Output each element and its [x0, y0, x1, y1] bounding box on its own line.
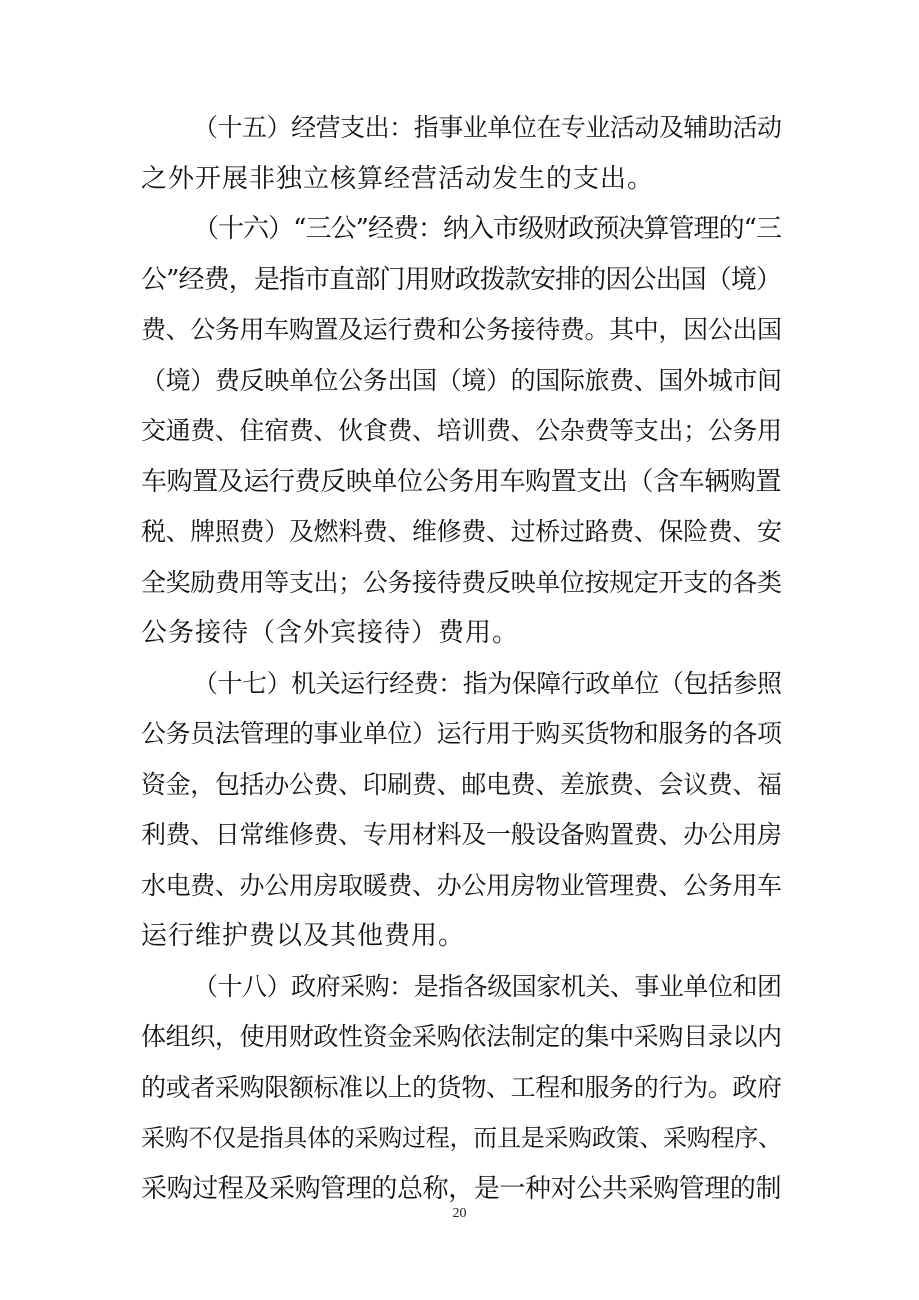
section-16-line-4: （境）费反映单位公务出国（境）的国际旅费、国外城市间 [141, 366, 781, 395]
section-17-line-3: 资金，包括办公费、印刷费、邮电费、差旅费、会议费、福 [141, 770, 781, 799]
section-16-line-3: 费、公务用车购置及运行费和公务接待费。其中，因公出国 [141, 315, 781, 344]
page-number: 20 [452, 1206, 467, 1221]
section-18-line-3: 的或者采购限额标准以上的货物、工程和服务的行为。政府 [141, 1073, 781, 1102]
section-16-line-7: 税、牌照费）及燃料费、维修费、过桥过路费、保险费、安 [141, 517, 781, 546]
section-18-line-5: 采购过程及采购管理的总称，是一种对公共采购管理的制 [141, 1174, 781, 1204]
section-17-line-6: 运行维护费以及其他费用。 [141, 921, 466, 951]
section-18-line-2: 体组织，使用财政性资金采购依法制定的集中采购目录以内 [141, 1022, 781, 1051]
section-17-line-2: 公务员法管理的事业单位）运行用于购买货物和服务的各项 [141, 719, 781, 748]
section-16-line-8: 全奖励费用等支出；公务接待费反映单位按规定开支的各类 [141, 568, 781, 597]
section-16-line-5: 交通费、住宿费、伙食费、培训费、公杂费等支出；公务用 [141, 416, 781, 445]
section-17-line-5: 水电费、办公用房取暖费、办公用房物业管理费、公务用车 [141, 871, 781, 900]
section-16-line-2: 公”经费，是指市直部门用财政拨款安排的因公出国（境） [141, 265, 781, 295]
section-15-line-2: 之外开展非独立核算经营活动发生的支出。 [141, 164, 655, 194]
section-16-line-6: 车购置及运行费反映单位公务用车购置支出（含车辆购置 [141, 467, 781, 497]
section-18-line-1: （十八）政府采购：是指各级国家机关、事业单位和团 [193, 972, 781, 1001]
section-16-line-1: （十六）“三公”经费：纳入市级财政预决算管理的“三 [193, 214, 781, 244]
section-17-line-4: 利费、日常维修费、专用材料及一般设备购置费、办公用房 [141, 820, 781, 849]
section-18-line-4: 采购不仅是指具体的采购过程，而且是采购政策、采购程序、 [141, 1124, 781, 1152]
section-15-line-1: （十五）经营支出：指事业单位在专业活动及辅助活动 [193, 113, 781, 142]
section-16-line-9: 公务接待（含外宾接待）费用。 [141, 618, 520, 648]
section-17-line-1: （十七）机关运行经费：指为保障行政单位（包括参照 [193, 669, 781, 698]
